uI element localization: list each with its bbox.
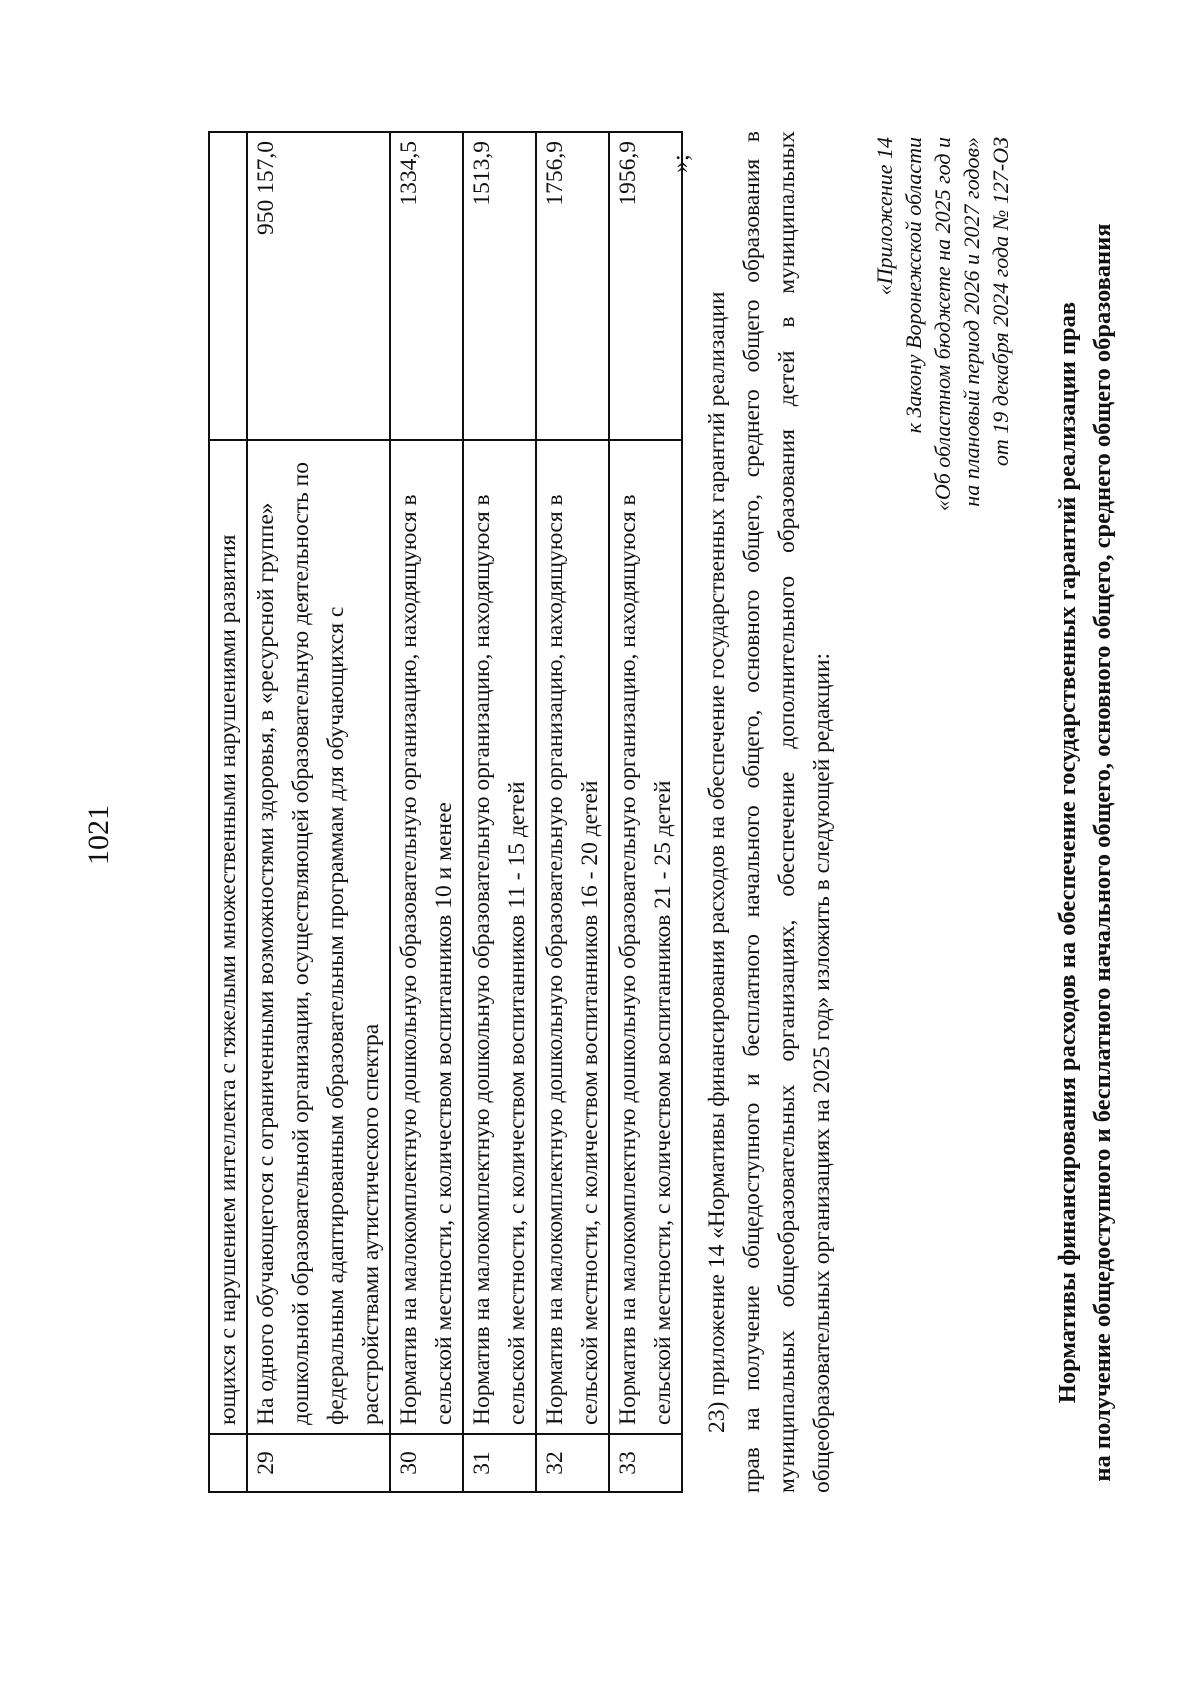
row-number-cell (209, 1434, 247, 1492)
row-text-cell: ющихся с нарушением интеллекта с тяжелыми множественными нарушениями развития (209, 440, 247, 1434)
row-text-cell: Норматив на малокомплектную дошкольную образовательную организацию, находящуюся в сельской местности, с количеством воспитанников 11 - 15 детей (463, 440, 536, 1434)
row-text-cell: Норматив на малокомплектную дошкольную образовательную организацию, находящуюся в сельской местности, с количеством воспитанников 10 и менее (390, 440, 463, 1434)
row-text-cell: На одного обучающегося с ограниченными возможностями здоровья, в «ресурсной группе» дошкольной образовательной организации, осуществляющей образовательную деятельность по федеральным адаптированным образовательным программам для обучающихся с расстройствами аутистического спектра (247, 440, 390, 1434)
page-number: 1021 (82, 805, 115, 865)
annex-line: «Об областном бюджете на 2025 год и (930, 137, 955, 512)
table-row (463, 132, 536, 1492)
row-value-cell: 1756,9 (536, 132, 609, 440)
row-number-cell: 31 (463, 1434, 536, 1492)
row-text-cell: Норматив на малокомплектную дошкольную образовательную организацию, находящуюся в сельской местности, с количеством воспитанников 21 - 25 детей (609, 440, 682, 1434)
row-number-cell: 32 (536, 1434, 609, 1492)
section-heading (1050, 130, 1120, 1575)
amendment-paragraph (700, 131, 840, 1493)
heading-line: Нормативы финансирования расходов на обеспечение государственных гарантий реализации прав (1054, 301, 1081, 1404)
annex-line: от 19 декабря 2024 года № 127-ОЗ (988, 137, 1013, 467)
table-row (536, 132, 609, 1492)
annex-reference (870, 137, 1015, 511)
row-text-cell: Норматив на малокомплектную дошкольную образовательную организацию, находящуюся в сельской местности, с количеством воспитанников 16 - 20 детей (536, 440, 609, 1434)
row-value-cell: 950 157,0 (247, 132, 390, 440)
row-value-cell (209, 132, 247, 440)
row-number-cell: 33 (609, 1434, 682, 1492)
row-value-cell: 1513,9 (463, 132, 536, 440)
heading-line: на получение общедоступного и бесплатного начального общего, основного общего, среднего общего образования (1089, 223, 1116, 1482)
table-row (609, 132, 682, 1492)
table-row (247, 132, 390, 1492)
annex-line: к Закону Воронежской области (901, 137, 926, 434)
row-value-cell: 1334,5 (390, 132, 463, 440)
row-value-cell: 1956,9 (609, 132, 682, 440)
norms-table (208, 131, 683, 1493)
table-row (390, 132, 463, 1492)
annex-line: на плановый период 2026 и 2027 годов» (959, 137, 984, 507)
annex-line: «Приложение 14 (872, 137, 897, 296)
closing-quote-mark: »; (668, 154, 694, 173)
row-number-cell: 29 (247, 1434, 390, 1492)
paragraph-body: прав на получение общедоступного и бесплатного начального общего, основного общего, среднего общего образования в муниципальных общеобразовательных организациях, обеспечение дополнительного образования детей в муниципальных общеобразовательных организациях на 2025 год» изложить в следующей редакции: (739, 131, 835, 1493)
paragraph-first-line: 23) приложение 14 «Нормативы финансирования расходов на обеспечение государственных гарантий реализации (704, 291, 730, 1433)
row-number-cell: 30 (390, 1434, 463, 1492)
table-row (209, 132, 247, 1492)
